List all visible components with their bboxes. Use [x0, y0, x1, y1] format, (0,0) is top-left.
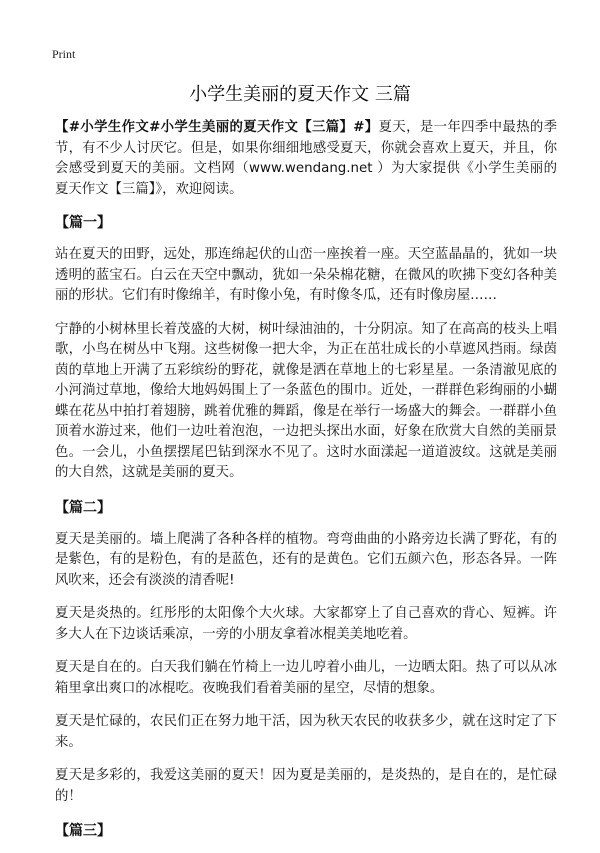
- intro-text: 夏天，是一年四季中最热的季节，有不少人讨厌它。但是，如果你细细地感受夏天，你就会喜欢上夏天，并且，你会感受到夏天的美丽。文档网（www.wendang.net ）为大家提供《小学生美丽的夏天作文【三篇】》，欢迎阅读。: [55, 120, 557, 197]
- section-heading-2: 【篇二】: [55, 499, 111, 516]
- section-heading-1: 【篇一】: [55, 215, 111, 231]
- section-2-paragraph-4: 夏天是忙碌的，农民们正在努力地干活，因为秋天农民的收获多少，就在这时定了下来。: [55, 714, 557, 750]
- section-heading-3: 【篇三】: [55, 823, 111, 839]
- section-1-paragraph-1: 站在夏天的田野，远处，那连绵起伏的山峦一座挨着一座。天空蓝晶晶的，犹如一块透明的蓝宝石。白云在天空中飘动，犹如一朵朵棉花糖，在微风的吹拂下变幻各种美丽的形状。它们有时像绵羊，有时像小兔，有时像冬瓜，还有时像房屋……: [55, 247, 557, 303]
- section-2-paragraph-1: 夏天是美丽的。墙上爬满了各种各样的植物。弯弯曲曲的小路旁边长满了野花，有的是紫色，有的是粉色，有的是蓝色，还有的是黄色。它们五颜六色，形态各异。一阵风吹来，还会有淡淡的清香呢!: [55, 531, 557, 588]
- intro-paragraph: [55, 118, 557, 200]
- section-2-paragraph-3: 夏天是自在的。白天我们躺在竹椅上一边儿哼着小曲儿，一边晒太阳。热了可以从冰箱里拿出爽口的冰棍吃。夜晚我们看着美丽的星空，尽情的想象。: [55, 660, 557, 696]
- section-2-paragraph-5: 夏天是多彩的，我爱这美丽的夏天！因为夏是美丽的，是炎热的，是自在的，是忙碌的！: [55, 768, 557, 804]
- intro-tags: 【#小学生作文#小学生美丽的夏天作文【三篇】#】: [55, 120, 379, 135]
- page-title: 小学生美丽的夏天作文 三篇: [189, 84, 411, 105]
- section-2-paragraph-2: 夏天是炎热的。红彤彤的太阳像个大火球。大家都穿上了自己喜欢的背心、短裤。许多大人在下边谈话乘凉，一旁的小朋友拿着冰棍美美地吃着。: [55, 606, 557, 642]
- print-link[interactable]: Print: [52, 47, 76, 61]
- article-body: [55, 118, 557, 853]
- section-1-paragraph-2: 宁静的小树林里长着茂盛的大树，树叶绿油油的，十分阴凉。知了在高高的枝头上唱歌，小鸟在树丛中飞翔。这些树像一把大伞，为正在茁壮成长的小草遮风挡雨。绿茵茵的草地上开满了五彩缤纷的野花，就像是洒在草地上的七彩星星。一条清澈见底的小河淌过草地，像给大地妈妈围上了一条蓝色的围巾。近处，一群群色彩绚丽的小蝴蝶在花丛中拍打着翅膀，跳着优雅的舞蹈，像是在举行一场盛大的舞会。一群群小鱼顶着水游过来，他们一边吐着泡泡，一边把头探出水面，好象在欣赏大自然的美丽景色。一会儿，小鱼摆摆尾巴钻到深水不见了。这时水面漾起一道道波纹。这就是美丽的大自然，这就是美丽的夏天。: [55, 321, 557, 480]
